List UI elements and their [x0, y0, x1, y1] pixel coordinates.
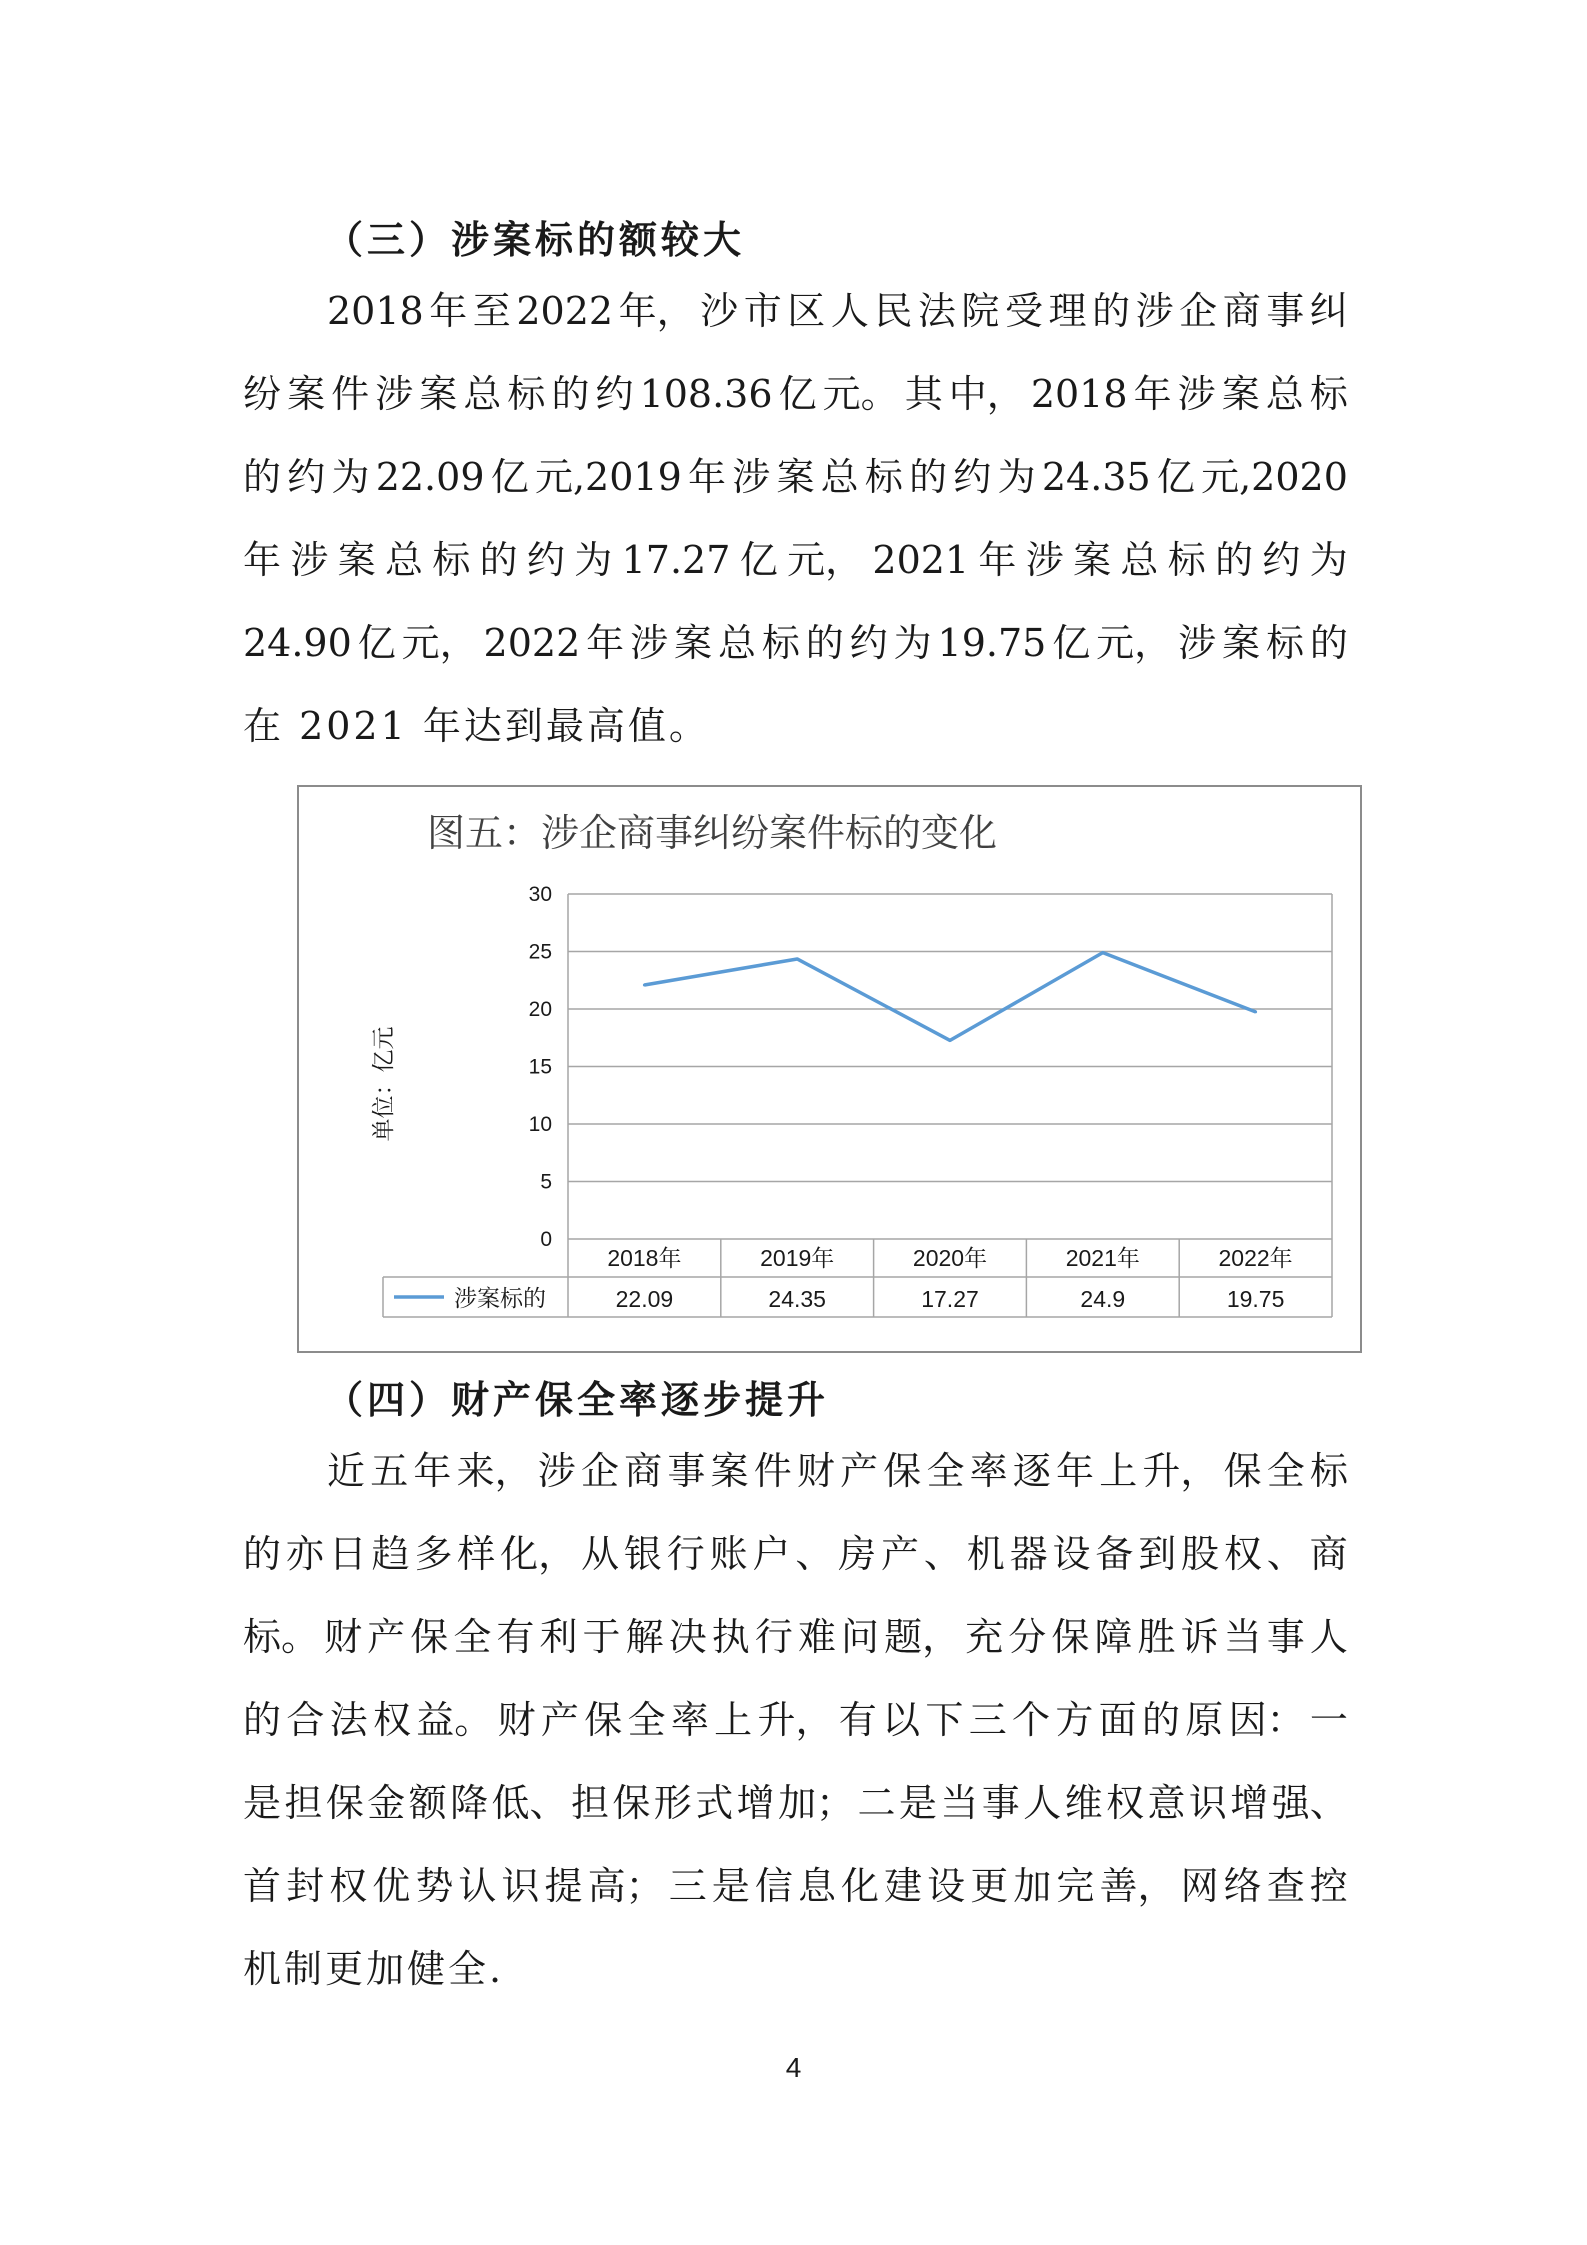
- text-segment: 案: [1073, 538, 1112, 582]
- text-segment: 识: [501, 1864, 540, 1908]
- text-segment: 22.09: [375, 455, 485, 499]
- text-segment: 胜: [1137, 1615, 1176, 1659]
- text-line: [243, 1845, 1348, 1928]
- text-segment: 器: [1009, 1532, 1048, 1576]
- text-segment: 约: [526, 538, 565, 582]
- x-tick-label: 2018年: [607, 1245, 682, 1271]
- text-segment: 利: [539, 1615, 578, 1659]
- text-segment: 亿: [739, 538, 778, 582]
- text-segment: 年: [586, 621, 625, 665]
- text-segment: 的: [1092, 289, 1131, 333]
- text-segment: 面: [1098, 1698, 1137, 1742]
- text-segment: 个: [1012, 1698, 1051, 1742]
- text-segment: 网: [1180, 1864, 1219, 1908]
- text-segment: 受: [1004, 289, 1043, 333]
- data-label: 24.35: [768, 1286, 826, 1312]
- text-segment: 案: [674, 621, 713, 665]
- data-label: 24.9: [1080, 1286, 1126, 1312]
- text-segment: 三: [668, 1864, 707, 1908]
- text-segment: 加；: [778, 1781, 855, 1825]
- chart-title: 图五：涉企商事纠纷案件标的变化: [427, 811, 998, 855]
- text-segment: 低、: [491, 1781, 568, 1825]
- text-segment: 率: [670, 1698, 709, 1742]
- text-segment: 纷: [243, 372, 282, 416]
- text-segment: 股: [1181, 1532, 1220, 1576]
- text-segment: 全: [453, 1615, 492, 1659]
- text-segment: 封: [286, 1864, 325, 1908]
- text-segment: 保: [410, 1615, 449, 1659]
- text-segment: 年: [1133, 372, 1172, 416]
- text-segment: 是: [711, 1864, 750, 1908]
- text-segment: 元，: [1096, 621, 1173, 665]
- text-segment: 涉: [290, 538, 329, 582]
- text-segment: 为: [574, 538, 613, 582]
- text-segment: 升，: [757, 1698, 834, 1742]
- text-segment: 108.36: [639, 372, 773, 416]
- text-segment: 年: [413, 1449, 452, 1493]
- text-segment: 标。: [243, 1615, 320, 1659]
- text-segment: 方: [1055, 1698, 1094, 1742]
- text-segment: 区: [787, 289, 826, 333]
- text-segment: 善，: [1099, 1864, 1176, 1908]
- text-segment: 行: [754, 1615, 793, 1659]
- text-segment: 的: [479, 538, 518, 582]
- text-segment: 的: [243, 455, 282, 499]
- text-segment: 人: [1309, 1615, 1348, 1659]
- text-segment: 至: [472, 289, 511, 333]
- line-chart: [299, 787, 1360, 1351]
- text-segment: 法: [329, 1698, 368, 1742]
- text-segment: 产: [881, 1532, 920, 1576]
- text-segment: 在 2021 年达到最高值。: [243, 704, 710, 748]
- text-segment: 事: [1266, 1615, 1305, 1659]
- text-segment: 的: [805, 621, 844, 665]
- text-segment: 以: [882, 1698, 921, 1742]
- text-segment: 建: [884, 1864, 923, 1908]
- text-segment: 亿: [1156, 455, 1195, 499]
- text-segment: 亿: [1052, 621, 1091, 665]
- text-segment: 产: [840, 1449, 879, 1493]
- text-segment: 更: [970, 1864, 1009, 1908]
- data-label: 19.75: [1226, 1286, 1285, 1312]
- text-segment: 担: [284, 1781, 323, 1825]
- y-tick-label: 10: [528, 1113, 552, 1136]
- text-line: [243, 1513, 1348, 1596]
- text-segment: 逐: [1012, 1449, 1051, 1493]
- text-segment: 有: [496, 1615, 535, 1659]
- section-heading-3: （三）涉案标的额较大: [325, 217, 746, 262]
- text-segment: 案: [287, 372, 326, 416]
- text-segment: 于: [582, 1615, 621, 1659]
- text-segment: 约: [287, 455, 326, 499]
- text-segment: 案: [776, 455, 815, 499]
- text-segment: 总: [717, 621, 756, 665]
- text-segment: 强、: [1271, 1781, 1348, 1825]
- text-segment: 约: [1262, 538, 1301, 582]
- text-segment: 约: [953, 455, 992, 499]
- data-point: [796, 957, 799, 960]
- y-tick-label: 5: [540, 1170, 552, 1194]
- text-segment: 理: [1048, 289, 1087, 333]
- text-segment: 标: [1265, 621, 1304, 665]
- text-segment: 案: [710, 1449, 749, 1493]
- legend-label: 涉案标的: [454, 1286, 546, 1312]
- text-segment: 标: [1309, 372, 1348, 416]
- data-point: [1254, 1010, 1257, 1013]
- text-segment: 约: [595, 372, 634, 416]
- text-segment: 涉: [1177, 372, 1216, 416]
- text-segment: 合: [286, 1698, 325, 1742]
- text-segment: 19.75: [937, 621, 1047, 665]
- text-segment: 多: [414, 1532, 453, 1576]
- text-segment: 意: [1147, 1781, 1186, 1825]
- text-segment: 保: [883, 1449, 922, 1493]
- text-segment: 年: [429, 289, 468, 333]
- text-segment: 的: [909, 455, 948, 499]
- text-segment: 标: [1309, 1449, 1348, 1493]
- series-line: [644, 953, 1255, 1041]
- text-segment: 充: [965, 1615, 1004, 1659]
- text-segment: 下: [925, 1698, 964, 1742]
- text-segment: 当: [940, 1781, 979, 1825]
- text-segment: 亿: [357, 621, 396, 665]
- text-segment: 标: [1167, 538, 1206, 582]
- text-segment: 商: [1309, 1532, 1348, 1576]
- text-segment: 元，: [401, 621, 478, 665]
- text-segment: 为: [893, 621, 932, 665]
- text-segment: 17.27: [621, 538, 731, 582]
- text-segment: 到: [1138, 1532, 1177, 1576]
- text-segment: 全: [1266, 1449, 1305, 1493]
- text-segment: 总: [820, 455, 859, 499]
- text-segment: 2018: [1030, 372, 1128, 416]
- text-segment: 院: [961, 289, 1000, 333]
- text-line: [243, 685, 1348, 768]
- text-segment: 的: [1141, 1698, 1180, 1742]
- text-segment: 来，: [456, 1449, 533, 1493]
- text-segment: 涉: [1178, 621, 1217, 665]
- text-segment: 总: [384, 538, 423, 582]
- text-segment: 难: [797, 1615, 836, 1659]
- text-segment: 财: [796, 1449, 835, 1493]
- text-segment: 账: [709, 1532, 748, 1576]
- text-segment: 分: [1008, 1615, 1047, 1659]
- text-segment: 人: [830, 289, 869, 333]
- text-segment: 事: [667, 1449, 706, 1493]
- text-segment: 题，: [884, 1615, 961, 1659]
- text-segment: 增: [1230, 1781, 1269, 1825]
- text-segment: 因：: [1228, 1698, 1305, 1742]
- text-segment: 2018: [327, 289, 424, 333]
- text-segment: 总: [1120, 538, 1159, 582]
- text-segment: 年: [1056, 1449, 1095, 1493]
- text-segment: 机: [966, 1532, 1005, 1576]
- text-segment: 元，: [787, 538, 864, 582]
- text-segment: 增: [736, 1781, 775, 1825]
- text-segment: 标: [432, 538, 471, 582]
- text-segment: 财: [324, 1615, 363, 1659]
- data-point: [1101, 951, 1104, 954]
- text-line: [243, 1596, 1348, 1679]
- text-segment: 日: [328, 1532, 367, 1576]
- text-segment: 商: [624, 1449, 663, 1493]
- text-segment: 亦: [285, 1532, 324, 1576]
- text-segment: 为: [997, 455, 1036, 499]
- text-segment: 元,2019: [534, 455, 682, 499]
- text-line: [243, 353, 1348, 436]
- text-segment: 案: [1221, 372, 1260, 416]
- text-segment: 执: [711, 1615, 750, 1659]
- text-segment: 二: [857, 1781, 896, 1825]
- text-segment: 的: [243, 1698, 282, 1742]
- text-line: [243, 602, 1348, 685]
- text-segment: 权: [372, 1698, 411, 1742]
- text-segment: 查: [1266, 1864, 1305, 1908]
- text-segment: 原: [1185, 1698, 1224, 1742]
- text-segment: 保: [1223, 1449, 1262, 1493]
- text-segment: 化，: [500, 1532, 577, 1576]
- text-segment: 房: [838, 1532, 877, 1576]
- x-tick-label: 2019年: [760, 1245, 835, 1271]
- text-segment: 担: [570, 1781, 609, 1825]
- text-line: [243, 1928, 1348, 2011]
- x-tick-label: 2021年: [1065, 1245, 1140, 1271]
- text-segment: 的: [551, 372, 590, 416]
- text-segment: 势: [415, 1864, 454, 1908]
- data-point: [949, 1039, 952, 1042]
- text-segment: 解: [625, 1615, 664, 1659]
- data-label: 22.09: [615, 1286, 674, 1312]
- text-segment: 权: [329, 1864, 368, 1908]
- text-segment: 案: [337, 538, 376, 582]
- text-segment: 三: [968, 1698, 1007, 1742]
- text-segment: 降: [450, 1781, 489, 1825]
- text-segment: 2022: [516, 289, 614, 333]
- text-segment: 高；: [587, 1864, 664, 1908]
- text-segment: 户: [752, 1532, 791, 1576]
- text-segment: 提: [544, 1864, 583, 1908]
- text-segment: 金: [367, 1781, 406, 1825]
- text-segment: 一: [1309, 1698, 1348, 1742]
- text-segment: 机制更加健全.: [243, 1947, 505, 1991]
- text-segment: 当: [1223, 1615, 1262, 1659]
- text-segment: 全: [926, 1449, 965, 1493]
- text-segment: 息: [797, 1864, 836, 1908]
- text-segment: 信: [754, 1864, 793, 1908]
- section-3-paragraph: [243, 270, 1348, 768]
- text-segment: 首: [243, 1864, 282, 1908]
- text-segment: 样: [457, 1532, 496, 1576]
- text-segment: 保: [612, 1781, 651, 1825]
- text-line: [243, 1430, 1348, 1513]
- text-segment: 、: [795, 1532, 834, 1576]
- text-segment: 的: [1215, 538, 1254, 582]
- text-segment: 额: [408, 1781, 447, 1825]
- text-segment: 五: [370, 1449, 409, 1493]
- text-segment: 的: [243, 1532, 282, 1576]
- text-segment: 事: [1266, 289, 1305, 333]
- text-segment: 产: [540, 1698, 579, 1742]
- text-segment: 诉: [1180, 1615, 1219, 1659]
- text-segment: 标: [507, 372, 546, 416]
- text-segment: 件: [753, 1449, 792, 1493]
- text-segment: 沙: [700, 289, 739, 333]
- text-segment: 总: [463, 372, 502, 416]
- text-segment: 标: [761, 621, 800, 665]
- text-segment: 全: [627, 1698, 666, 1742]
- text-segment: 维: [1064, 1781, 1103, 1825]
- text-segment: 涉: [1025, 538, 1064, 582]
- text-segment: 设: [1052, 1532, 1091, 1576]
- text-segment: 率: [969, 1449, 1008, 1493]
- text-segment: 保: [584, 1698, 623, 1742]
- text-segment: 有: [838, 1698, 877, 1742]
- y-tick-label: 25: [528, 940, 552, 964]
- text-segment: 市: [743, 289, 782, 333]
- text-segment: 识: [1188, 1781, 1227, 1825]
- text-segment: 案: [1222, 621, 1261, 665]
- section-heading-4: （四）财产保全率逐步提升: [325, 1377, 830, 1422]
- text-segment: 备: [1095, 1532, 1134, 1576]
- text-segment: 、: [1266, 1532, 1305, 1576]
- text-segment: 益。: [416, 1698, 493, 1742]
- text-segment: 上: [1099, 1449, 1138, 1493]
- text-line: [243, 1679, 1348, 1762]
- text-segment: 升，: [1142, 1449, 1219, 1493]
- text-segment: 件: [331, 372, 370, 416]
- text-segment: 年: [243, 538, 282, 582]
- text-segment: 产: [367, 1615, 406, 1659]
- line-chart-frame: [297, 785, 1362, 1353]
- text-segment: 24.90: [243, 621, 352, 665]
- text-segment: 化: [841, 1864, 880, 1908]
- y-tick-label: 20: [528, 998, 552, 1021]
- text-segment: 保: [1051, 1615, 1090, 1659]
- page-number: 4: [785, 2052, 802, 2083]
- text-segment: 上: [714, 1698, 753, 1742]
- text-segment: 24.35: [1041, 455, 1151, 499]
- text-segment: 是: [243, 1781, 282, 1825]
- data-point: [643, 983, 646, 986]
- text-segment: 2021: [872, 538, 970, 582]
- text-segment: 近: [327, 1449, 366, 1493]
- text-segment: 企: [1179, 289, 1218, 333]
- text-segment: 亿: [778, 372, 817, 416]
- text-line: [243, 1762, 1348, 1845]
- text-segment: 问: [841, 1615, 880, 1659]
- text-segment: 保: [325, 1781, 364, 1825]
- text-segment: 趋: [371, 1532, 410, 1576]
- text-segment: 优: [372, 1864, 411, 1908]
- text-segment: 是: [898, 1781, 937, 1825]
- text-segment: 约: [849, 621, 888, 665]
- text-segment: 事: [981, 1781, 1020, 1825]
- text-line: [243, 436, 1348, 519]
- text-segment: 式: [695, 1781, 734, 1825]
- text-segment: 从: [581, 1532, 620, 1576]
- text-segment: 年，: [618, 289, 695, 333]
- text-segment: 元,2020: [1201, 455, 1348, 499]
- text-segment: 的: [1309, 621, 1348, 665]
- y-tick-label: 0: [540, 1228, 552, 1251]
- text-segment: 行: [666, 1532, 705, 1576]
- text-segment: 民: [874, 289, 913, 333]
- text-segment: 形: [653, 1781, 692, 1825]
- text-segment: 决: [668, 1615, 707, 1659]
- text-line: [243, 270, 1348, 353]
- text-segment: 涉: [1135, 289, 1174, 333]
- text-segment: 涉: [375, 372, 414, 416]
- y-tick-label: 30: [528, 883, 552, 906]
- x-tick-label: 2020年: [912, 1245, 988, 1271]
- text-segment: 完: [1056, 1864, 1095, 1908]
- text-segment: 年: [978, 538, 1017, 582]
- text-segment: 年: [687, 455, 726, 499]
- text-segment: 加: [1013, 1864, 1052, 1908]
- data-label: 17.27: [921, 1286, 979, 1312]
- text-segment: 总: [1265, 372, 1304, 416]
- text-segment: 设: [927, 1864, 966, 1908]
- text-segment: 权: [1106, 1781, 1145, 1825]
- text-segment: 为: [331, 455, 370, 499]
- text-segment: 商: [1222, 289, 1261, 333]
- text-segment: 涉: [732, 455, 771, 499]
- text-segment: 亿: [490, 455, 529, 499]
- text-segment: 2022: [483, 621, 581, 665]
- text-segment: 权: [1223, 1532, 1262, 1576]
- y-axis-label: 单位：亿元: [371, 1026, 397, 1142]
- text-segment: 为: [1309, 538, 1348, 582]
- text-segment: 涉: [630, 621, 669, 665]
- y-tick-label: 15: [528, 1055, 552, 1079]
- section-4-paragraph: [243, 1430, 1348, 2011]
- text-segment: 元。: [822, 372, 899, 416]
- text-segment: 、: [923, 1532, 962, 1576]
- text-segment: 认: [458, 1864, 497, 1908]
- text-segment: 中，: [948, 372, 1025, 416]
- x-tick-label: 2022年: [1218, 1245, 1293, 1271]
- text-segment: 法: [917, 289, 956, 333]
- text-segment: 其: [904, 372, 943, 416]
- text-line: [243, 519, 1348, 602]
- text-segment: 络: [1223, 1864, 1262, 1908]
- text-segment: 案: [419, 372, 458, 416]
- text-segment: 银: [623, 1532, 662, 1576]
- text-segment: 人: [1023, 1781, 1062, 1825]
- text-segment: 标: [864, 455, 903, 499]
- text-segment: 控: [1309, 1864, 1348, 1908]
- text-segment: 财: [497, 1698, 536, 1742]
- text-segment: 纠: [1309, 289, 1348, 333]
- text-segment: 涉: [537, 1449, 576, 1493]
- text-segment: 障: [1094, 1615, 1133, 1659]
- text-segment: 企: [580, 1449, 619, 1493]
